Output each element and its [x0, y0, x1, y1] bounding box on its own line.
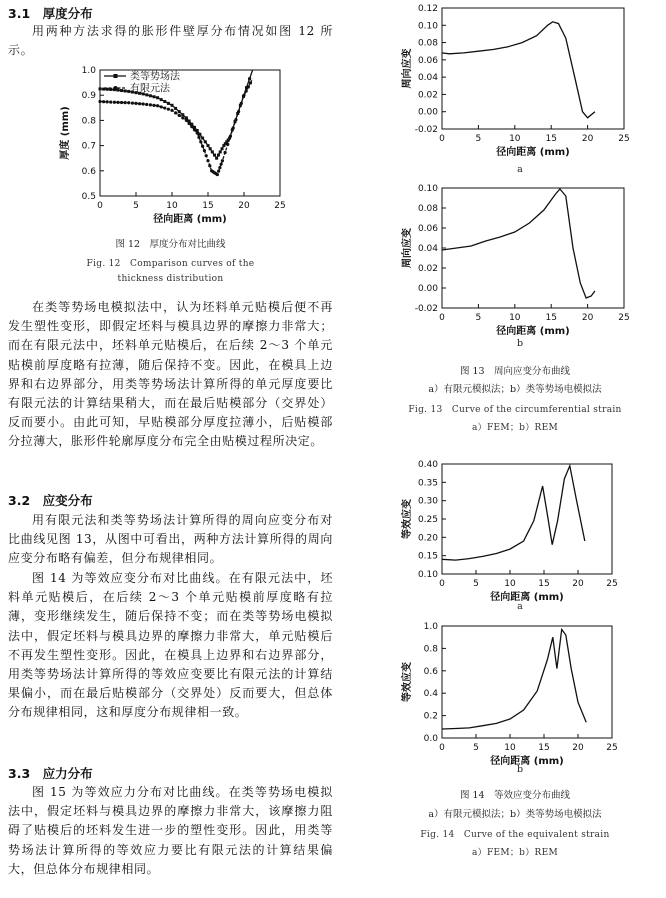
fig14b-ylabel: 等效应变 [402, 662, 413, 702]
fig12-point [120, 89, 123, 92]
fig12-plot-frame [100, 70, 280, 196]
fig13b-chart [385, 178, 640, 348]
fig14b-ytick-label: 0.8 [423, 644, 438, 655]
fig14a-xtick-label: 0 [439, 579, 445, 589]
fig14b-xtick-label: 20 [572, 743, 584, 753]
fig13a-ytick-label: 0.10 [417, 21, 438, 32]
fig12-legend-label-1: 有限元法 [130, 83, 170, 95]
fig12-point [219, 150, 222, 153]
fig12-point [163, 100, 166, 103]
fig12-xtick-label: 25 [274, 201, 286, 211]
fig12-point [220, 163, 223, 166]
fig14a-xtick-label: 15 [538, 579, 550, 589]
fig12-point [188, 122, 191, 125]
section-3-1-title: 3.1 厚度分布 [8, 6, 93, 21]
fig12-point [204, 140, 207, 143]
fig13b-xtick-label: 5 [475, 313, 482, 323]
fig14b-ytick-label: 0.4 [423, 689, 438, 700]
fig13a-xtick-label: 20 [581, 134, 594, 144]
fig13b-ytick-label: -0.02 [414, 304, 438, 314]
fig13a-ytick-label: 0.00 [417, 107, 438, 118]
fig13a-ytick-label: 0.12 [417, 4, 438, 14]
fig12-point [197, 136, 200, 139]
fig12-point [205, 154, 208, 157]
fig12-point [209, 147, 212, 150]
fig12-point [217, 170, 220, 173]
fig12-point [106, 100, 109, 103]
fig13b-xtick-label: 25 [618, 313, 630, 323]
fig14b-chart [385, 614, 640, 774]
fig12-point [216, 173, 219, 176]
section-3-2-title: 3.2 应变分布 [8, 493, 93, 508]
fig12-point [181, 113, 184, 116]
fig12-point [174, 107, 177, 110]
fig14-caption-cn: 图 14 等效应变分布曲线 [459, 790, 571, 801]
fig12-point [211, 150, 214, 153]
fig12-point [174, 111, 177, 114]
fig12-point [232, 126, 235, 129]
fig12-point [120, 101, 123, 104]
fig14b-xtick-label: 5 [473, 743, 479, 753]
fig12-point [247, 85, 250, 88]
fig14b-ytick-label: 0.0 [423, 734, 438, 744]
fig12-ytick-label: 0.9 [81, 91, 96, 102]
fig14b-ytick-label: 0.2 [423, 711, 438, 722]
fig12-point [156, 104, 159, 107]
fig13b-xtick-label: 15 [545, 313, 557, 323]
fig12-xtick-label: 20 [238, 201, 250, 211]
fig13b-sublabel: b [516, 338, 524, 349]
section-3-2-paragraph-1: 用有限元法和类等势场法计算所得的周向应变分布对比曲线见图 13，从图中可看出，两种方法计算所得的周向应变分布略有偏差，但分布规律相同。 [8, 513, 333, 566]
fig13b-xtick-label: 20 [581, 313, 594, 323]
fig14a-xtick-label: 10 [504, 579, 516, 589]
fig14b-series-line-0 [442, 629, 586, 729]
fig13a-ytick-label: 0.02 [417, 90, 438, 101]
section-3-1-paragraph: 用两种方法求得的胀形件壁厚分布情况如图 12 所示。 [8, 24, 333, 58]
section-3-3-title: 3.3 应力分布 [8, 766, 93, 781]
fig14b-ytick-label: 0.6 [423, 666, 438, 677]
fig14a-ytick-label: 0.20 [417, 533, 438, 544]
fig12-point [207, 144, 210, 147]
fig13a-ylabel: 周向应变 [402, 48, 413, 89]
fig12-point [160, 105, 163, 108]
fig12-point [249, 81, 252, 84]
fig12-point [170, 109, 173, 112]
fig14a-series-line-0 [442, 466, 585, 560]
fig14a-ytick-label: 0.10 [417, 570, 438, 580]
paragraph-thickness: 在类等势场电模拟法中，认为坯料单元贴模后便不再发生塑性变形，即假定坯料与模具边界的摩擦力非常大；而在有限元法中，坯料单元贴模后，在后续 2～3 个单元贴模前厚度略有拉薄，随后保持不变。因此，在模具上边界和右边界部分，用类等势场法计算所得的单元厚度要比有限元法的计算结果稍大，而在最后贴模部分（交界处）反而要小。由此可知，早贴模部分厚度拉薄小，后贴模部分拉薄大，胀形件轮廓厚度分布完全由贴模过程所决定。 [8, 300, 333, 449]
fig12-xtick-label: 10 [166, 201, 178, 211]
fig13a-xtick-label: 25 [618, 134, 630, 144]
fig13a-xtick-label: 10 [509, 134, 521, 144]
fig12-caption-cn: 图 12 厚度分布对比曲线 [115, 239, 226, 250]
fig12-point [248, 77, 251, 80]
fig14a-sublabel: a [517, 601, 523, 612]
fig14b-xtick-label: 25 [606, 743, 618, 753]
fig12-point [145, 103, 148, 106]
fig14a-xtick-label: 20 [572, 579, 584, 589]
fig12-point [217, 154, 220, 157]
fig12-point [98, 100, 101, 103]
fig14a-ytick-label: 0.15 [417, 551, 438, 562]
fig12-xtick-label: 5 [133, 201, 139, 211]
fig14b-xtick-label: 10 [504, 743, 516, 753]
fig13b-ytick-label: 0.08 [417, 204, 438, 214]
fig13-caption-sub: a）有限元模拟法；b）类等势场电模拟法 [428, 384, 602, 395]
fig13a-ytick-label: -0.02 [414, 125, 438, 135]
fig14-caption-en-sub: a）FEM；b）REM [471, 848, 559, 858]
fig12-legend-label-0: 类等势场法 [130, 71, 180, 83]
fig12-point [99, 87, 102, 90]
fig13b-xtick-label: 0 [439, 313, 445, 323]
fig14b-plot-frame [442, 626, 612, 738]
fig12-point [221, 159, 224, 162]
fig12-point [127, 101, 130, 104]
fig14a-xtick-label: 25 [606, 579, 618, 589]
fig14a-ytick-label: 0.30 [417, 496, 438, 507]
fig12-xlabel: 径向距离 (mm) [153, 214, 227, 225]
fig13a-ytick-label: 0.06 [417, 55, 438, 66]
fig12-point [203, 149, 206, 152]
fig12-point [160, 98, 163, 101]
fig12-point [213, 154, 216, 157]
fig13a-ytick-label: 0.08 [417, 38, 438, 49]
fig12-point [167, 102, 170, 105]
fig14a-plot-frame [442, 464, 612, 574]
fig12-point [215, 157, 218, 160]
fig13a-chart [385, 0, 640, 172]
fig12-point [206, 159, 209, 162]
fig13a-xtick-label: 0 [439, 134, 445, 144]
fig14a-ytick-label: 0.25 [417, 515, 438, 525]
fig12-xtick-label: 0 [97, 201, 103, 211]
fig12-point [224, 151, 227, 154]
fig14a-ylabel: 等效应变 [402, 499, 413, 539]
fig12-point [178, 114, 181, 117]
fig12-point [149, 103, 152, 106]
fig12-point [156, 96, 159, 99]
fig14b-ytick-label: 1.0 [423, 622, 438, 632]
fig12-point [196, 131, 199, 134]
fig12-point [109, 100, 112, 103]
fig12-point [234, 118, 237, 121]
fig14b-xlabel: 径向距离 (mm) [490, 756, 564, 767]
fig13a-sublabel: a [517, 164, 523, 175]
fig12-point [185, 119, 188, 122]
fig14b-sublabel: b [516, 764, 524, 775]
fig13a-series-line-0 [442, 22, 595, 118]
fig13b-ytick-label: 0.06 [417, 224, 438, 234]
fig12-legend-marker-1 [114, 86, 118, 90]
fig14a-ytick-label: 0.40 [417, 460, 438, 470]
fig14-caption-sub: a）有限元模拟法；b）类等势场电模拟法 [428, 809, 602, 820]
fig12-chart [55, 58, 300, 228]
fig12-point [178, 110, 181, 113]
fig12-point [245, 90, 248, 93]
fig12-point [124, 89, 127, 92]
fig12-ytick-label: 1.0 [81, 66, 96, 76]
fig12-point [102, 100, 105, 103]
fig13b-xtick-label: 10 [509, 313, 521, 323]
fig12-point [171, 104, 174, 107]
fig12-point [142, 102, 145, 105]
fig12-point [198, 133, 201, 136]
fig13-caption-en: Fig. 13 Curve of the circumferential strain [408, 405, 622, 415]
fig12-ytick-label: 0.7 [81, 141, 96, 152]
fig12-xtick-label: 15 [202, 201, 214, 211]
fig13b-plot-frame [442, 188, 624, 308]
fig14a-xtick-label: 5 [473, 579, 479, 589]
fig13a-plot-frame [442, 8, 624, 129]
fig12-point [193, 128, 196, 131]
fig12-point [152, 104, 155, 107]
fig14b-xtick-label: 15 [538, 743, 550, 753]
fig13a-ytick-label: 0.04 [417, 73, 438, 84]
fig13b-ylabel: 周向应变 [402, 228, 413, 268]
fig12-ytick-label: 0.6 [81, 166, 96, 177]
fig12-point [226, 143, 229, 146]
fig12-point [113, 101, 116, 104]
fig12-point [163, 106, 166, 109]
fig14-caption-en: Fig. 14 Curve of the equivalent strain [420, 830, 610, 840]
fig14a-chart [385, 450, 640, 610]
fig13b-ytick-label: 0.02 [417, 264, 438, 274]
fig12-point [229, 135, 232, 138]
fig13b-series-line-0 [442, 189, 595, 298]
fig12-point [201, 137, 204, 140]
fig12-point [240, 102, 243, 105]
fig13b-xlabel: 径向距离 (mm) [496, 326, 570, 337]
fig12-point [208, 164, 211, 167]
fig13-caption-en-sub: a）FEM；b）REM [471, 423, 559, 433]
fig12-point [181, 116, 184, 119]
section-3-2-paragraph-2: 图 14 为等效应变分布对比曲线。在有限元法中，坯料单元贴模后，在后续 2～3 个单元贴模前厚度略有拉薄，变形继续发生，随后保持不变；而在类等势场电模拟法中，假定坯料与模具边界的摩擦力非常大，单元贴模后不再发生塑性变形。因此，在模具上边界和右边界部分，用类等势场法计算所得的等效应变要比有限元法的计算结果偏小，而在最后贴模部分（交界处）反而要大，但总体分布规律相同，这和厚度分布规律相一致。 [8, 571, 333, 720]
fig13-caption-cn: 图 13 周向应变分布曲线 [459, 366, 571, 377]
fig13b-ytick-label: 0.00 [417, 284, 438, 294]
fig12-point [237, 110, 240, 113]
fig12-point [221, 147, 224, 150]
fig13b-ytick-label: 0.04 [417, 244, 438, 254]
fig12-ylabel: 厚度 (mm) [60, 106, 71, 160]
fig14a-ytick-label: 0.35 [417, 478, 438, 489]
fig12-series-line-1 [100, 79, 253, 175]
fig12-point [218, 166, 221, 169]
fig12-ytick-label: 0.8 [81, 116, 96, 127]
fig12-point [201, 145, 204, 148]
fig13a-xtick-label: 15 [545, 134, 557, 144]
fig12-caption-en-2: thickness distribution [117, 274, 224, 284]
section-3-3-paragraph: 图 15 为等效应力分布对比曲线。在类等势场电模拟法中，假定坯料与模具边界的摩擦力非常大，该摩擦力阻碍了贴模后的坯料发生进一步的塑性变形。因此，用类等势场法计算所得的等效应力要比有限元法的计算结果偏大，但总体分布规律相同。 [8, 785, 333, 876]
fig13a-xlabel: 径向距离 (mm) [496, 147, 570, 158]
fig12-caption-en-1: Fig. 12 Comparison curves of the [86, 259, 255, 269]
fig12-point [190, 125, 193, 128]
fig14a-xlabel: 径向距离 (mm) [490, 592, 564, 603]
fig12-point [153, 95, 156, 98]
fig13a-xtick-label: 5 [475, 134, 482, 144]
fig14b-xtick-label: 0 [439, 743, 445, 753]
fig12-point [124, 101, 127, 104]
fig12-ytick-label: 0.5 [81, 192, 96, 202]
fig12-point [138, 102, 141, 105]
fig12-point [199, 140, 202, 143]
fig12-point [134, 102, 137, 105]
fig12-point [131, 101, 134, 104]
fig12-point [167, 108, 170, 111]
fig12-point [149, 94, 152, 97]
fig12-point [116, 101, 119, 104]
fig12-legend-marker-0 [114, 74, 118, 78]
fig12-point [242, 94, 245, 97]
fig13b-ytick-label: 0.10 [417, 184, 438, 194]
